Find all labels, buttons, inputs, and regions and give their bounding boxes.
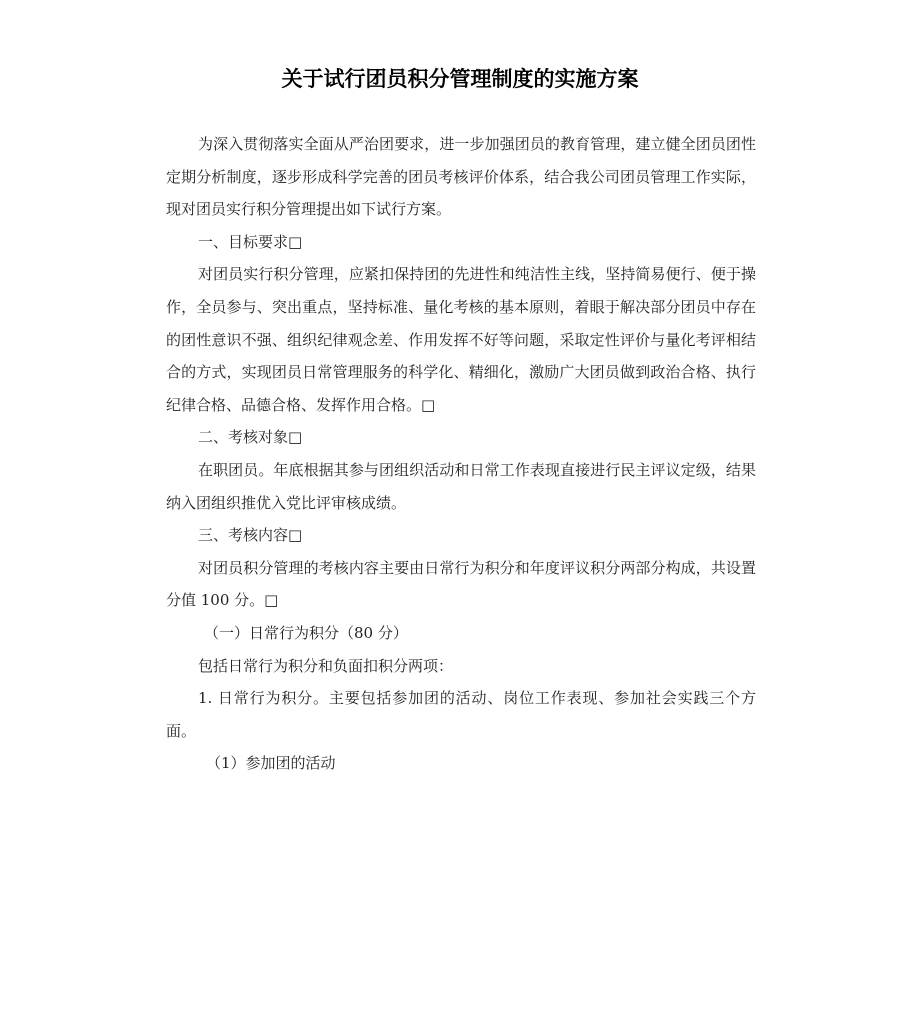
section-heading-goals: 一、目标要求□ xyxy=(198,232,303,251)
targets-paragraph: 在职团员。年底根据其参与团组织活动和日常工作表现直接进行民主评议定级，结果纳入团组织推优入党比评审核成绩。 xyxy=(166,460,756,512)
intro-paragraph: 为深入贯彻落实全面从严治团要求，进一步加强团员的教育管理，建立健全团员团性定期分析制度，逐步形成科学完善的团员考核评价体系，结合我公司团员管理工作实际，现对团员实行积分管理提出如下试行方案。 xyxy=(166,135,756,219)
content-paragraph: 对团员积分管理的考核内容主要由日常行为积分和年度评议积分两部分构成，共设置分值 100 分。□ xyxy=(166,558,756,610)
subsection-heading-daily: （一）日常行为积分（80 分） xyxy=(204,623,408,642)
daily-paragraph: 包括日常行为积分和负面扣积分两项： xyxy=(198,656,454,675)
document-title: 关于试行团员积分管理制度的实施方案 xyxy=(281,67,639,91)
section-heading-targets: 二、考核对象□ xyxy=(198,428,303,447)
item-daily-behavior: 1. 日常行为积分。主要包括参加团的活动、岗位工作表现、参加社会实践三个方面。 xyxy=(166,689,756,740)
section-heading-content: 三、考核内容□ xyxy=(198,526,303,545)
document-body xyxy=(166,128,756,780)
goals-paragraph: 对团员实行积分管理，应紧扣保持团的先进性和纯洁性主线，坚持简易便行、便于操作，全员参与、突出重点，坚持标准、量化考核的基本原则，着眼于解决部分团员中存在的团性意识不强、组织纪律观念差、作用发挥不好等问题，采取定性评价与量化考评相结合的方式，实现团员日常管理服务的科学化、精细化，激励广大团员做到政治合格、执行纪律合格、品德合格、发挥作用合格。□ xyxy=(166,265,756,414)
item-participate-activities: （1）参加团的活动 xyxy=(206,754,336,773)
